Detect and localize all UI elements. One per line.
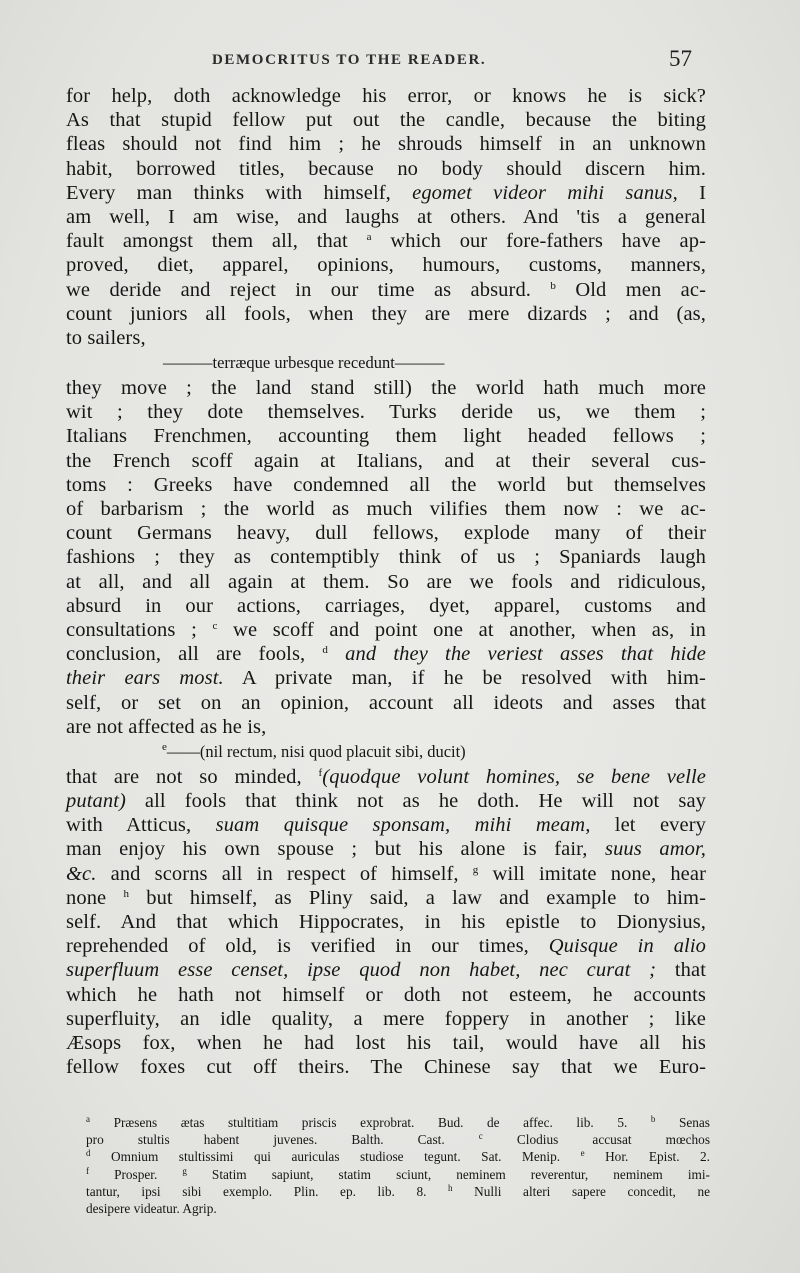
italic-text: (quodque volunt homines, se bene velle bbox=[322, 765, 706, 788]
text-run: Nulli alteri sapere concedit, ne bbox=[452, 1183, 710, 1199]
text-run: self. And that which Hippocrates, in his epistle to Dionysius, bbox=[66, 911, 706, 933]
body-text bbox=[66, 84, 706, 1079]
text-run: habit, borrowed titles, because no body should discern him. bbox=[66, 157, 706, 180]
text-line bbox=[66, 84, 706, 108]
footnote-marker: g bbox=[182, 1165, 187, 1176]
italic-text: suam quisque sponsam, mihi meam, bbox=[215, 814, 591, 837]
footnotes bbox=[86, 1114, 710, 1217]
text-run: they move ; the land stand still) the world hath much more bbox=[66, 377, 706, 400]
text-run: Every man thinks with himself, bbox=[66, 181, 413, 204]
text-line bbox=[66, 934, 706, 958]
text-run: none bbox=[66, 886, 124, 909]
footnote-marker: f bbox=[86, 1165, 89, 1176]
text-run: wit ; they dote themselves. Turks deride us, we them ; bbox=[66, 401, 706, 424]
text-line bbox=[66, 424, 706, 448]
footnote-marker: a bbox=[366, 231, 372, 244]
text-run: which he hath not himself or doth not esteem, he accounts bbox=[66, 983, 706, 1006]
text-run: As that stupid fellow put out the candle, because the biting bbox=[66, 109, 706, 132]
text-line bbox=[66, 400, 706, 424]
text-line bbox=[66, 691, 706, 715]
footnote-marker: c bbox=[212, 619, 218, 632]
text-run: fleas should not find him ; he shrouds himself in an unknown bbox=[66, 133, 706, 156]
text-run: fashions ; they as contemptibly think of us ; Spaniards laugh bbox=[66, 546, 706, 569]
text-line bbox=[66, 813, 706, 837]
text-line bbox=[66, 862, 706, 886]
text-line bbox=[66, 765, 706, 789]
text-line bbox=[66, 618, 706, 642]
text-run: am well, I am wise, and laughs at others. And 'tis a general bbox=[66, 205, 706, 228]
text-run: let every bbox=[590, 814, 706, 837]
footnote-marker: d bbox=[322, 644, 329, 657]
text-run: ——(nil rectum, nisi quod placuit sibi, ducit) bbox=[166, 741, 466, 761]
text-line bbox=[66, 1055, 706, 1079]
text-line bbox=[66, 715, 706, 739]
italic-text: &c. bbox=[66, 862, 97, 885]
text-line bbox=[66, 666, 706, 690]
footnote-marker: c bbox=[478, 1131, 483, 1142]
text-run: consultations ; bbox=[66, 618, 213, 641]
italic-text: suus amor, bbox=[605, 838, 706, 861]
text-line bbox=[66, 886, 706, 910]
text-run: Præsens ætas stultitiam priscis exprobrat. Bud. de affec. lib. 5. bbox=[90, 1115, 651, 1130]
text-line bbox=[66, 205, 706, 229]
text-line bbox=[66, 837, 706, 861]
page-header bbox=[62, 46, 692, 76]
text-run: Prosper. bbox=[89, 1166, 183, 1182]
text-run: Clodius accusat mœchos bbox=[482, 1132, 710, 1148]
footnote-line bbox=[86, 1166, 710, 1183]
footnote-marker: b bbox=[550, 279, 556, 292]
italic-text: their ears most. bbox=[66, 667, 224, 690]
text-run: all fools that think not as he doth. He will not say bbox=[125, 790, 706, 813]
footnote-line bbox=[86, 1131, 710, 1148]
text-line bbox=[66, 253, 706, 277]
text-run: count Germans heavy, dull fellows, explode many of their bbox=[66, 522, 706, 545]
text-line bbox=[66, 449, 706, 473]
text-run: but himself, as Pliny said, a law and example to him- bbox=[129, 886, 707, 909]
italic-text: putant) bbox=[66, 790, 126, 813]
text-run: for help, doth acknowledge his error, or knows he is sick? bbox=[66, 85, 706, 107]
footnote-marker: f bbox=[318, 766, 323, 779]
text-line bbox=[66, 521, 706, 545]
page-number: 57 bbox=[669, 46, 692, 71]
footnote-line bbox=[86, 1148, 710, 1165]
text-line bbox=[66, 983, 706, 1007]
text-run: proved, diet, apparel, opinions, humours, customs, manners, bbox=[66, 254, 706, 277]
text-run: count juniors all fools, when they are mere dizards ; and (as, bbox=[66, 302, 706, 325]
footnote-line bbox=[86, 1183, 710, 1200]
text-run: Æsops fox, when he had lost his tail, would have all his bbox=[66, 1031, 706, 1054]
text-run: of barbarism ; the world as much vilifies them now : we ac- bbox=[66, 498, 706, 520]
text-run: ———terræque urbesque recedunt——— bbox=[163, 353, 445, 373]
text-line bbox=[66, 376, 706, 400]
text-line bbox=[66, 594, 706, 618]
footnote-marker: a bbox=[86, 1114, 90, 1124]
text-run: toms : Greeks have condemned all the world but themselves bbox=[66, 473, 706, 496]
text-run: Statim sapiunt, statim sciunt, neminem reverentur, neminem imi- bbox=[186, 1166, 710, 1182]
verse-quotation bbox=[66, 350, 706, 376]
italic-text: and they the veriest asses that hide bbox=[328, 643, 707, 666]
footnote-marker: h bbox=[123, 887, 130, 900]
text-run: Omnium stultissimi qui auriculas studiose tegunt. Sat. Menip. bbox=[90, 1149, 581, 1165]
text-run: conclusion, all are fools, bbox=[66, 643, 323, 666]
text-run: tantur, ipsi sibi exemplo. Plin. ep. lib. 8. bbox=[86, 1183, 449, 1199]
running-title: DEMOCRITUS TO THE READER. bbox=[212, 52, 487, 68]
text-line bbox=[66, 910, 706, 934]
text-run: A private man, if he be resolved with him- bbox=[223, 667, 706, 690]
text-line bbox=[66, 545, 706, 569]
verse-quotation bbox=[66, 739, 706, 765]
text-line bbox=[66, 181, 706, 205]
text-line bbox=[66, 278, 706, 302]
text-line bbox=[66, 1007, 706, 1031]
text-run: absurd in our actions, carriages, dyet, apparel, customs and bbox=[66, 594, 706, 617]
text-line bbox=[66, 497, 706, 521]
footnote-line bbox=[86, 1114, 710, 1131]
text-run: will imitate none, hear bbox=[478, 862, 706, 885]
text-run: self, or set on an opinion, account all ideots and asses that bbox=[66, 691, 706, 714]
text-run: Italians Frenchmen, accounting them light headed fellows ; bbox=[66, 425, 706, 448]
text-line bbox=[66, 157, 706, 181]
text-run: superfluity, an idle quality, a mere foppery in another ; like bbox=[66, 1007, 706, 1030]
text-run: to sailers, bbox=[66, 326, 146, 349]
text-run: and scorns all in respect of himself, bbox=[96, 862, 473, 885]
text-run: fellow foxes cut off theirs. The Chinese say that we Euro- bbox=[66, 1056, 706, 1079]
footnote-marker: d bbox=[86, 1148, 91, 1159]
footnote-line bbox=[86, 1200, 710, 1217]
text-line bbox=[66, 108, 706, 132]
footnote-marker: g bbox=[472, 863, 479, 876]
text-line bbox=[66, 642, 706, 666]
italic-text: egomet videor mihi sanus, bbox=[412, 181, 678, 204]
italic-text: superfluum esse censet, ipse quod non habet, nec curat ; bbox=[66, 959, 657, 982]
italic-text: Quisque in alio bbox=[548, 935, 706, 958]
footnote-marker: e bbox=[580, 1148, 585, 1159]
text-run: that are not so minded, bbox=[66, 765, 319, 788]
text-line bbox=[66, 958, 706, 982]
text-run: Senas bbox=[655, 1115, 710, 1130]
text-run: with Atticus, bbox=[66, 814, 216, 837]
text-run: we scoff and point one at another, when as, in bbox=[217, 618, 707, 641]
text-line bbox=[66, 229, 706, 253]
text-run: Old men ac- bbox=[556, 278, 706, 301]
text-run: the French scoff again at Italians, and at their several cus- bbox=[66, 449, 706, 472]
text-run: pro stultis habent juvenes. Balth. Cast. bbox=[86, 1132, 479, 1148]
text-line bbox=[66, 1031, 706, 1055]
footnote-marker: e bbox=[162, 740, 167, 753]
text-run: reprehended of old, is verified in our times, bbox=[66, 935, 549, 958]
text-run: we deride and reject in our time as absurd. bbox=[66, 278, 551, 301]
text-run: are not affected as he is, bbox=[66, 715, 267, 738]
text-run: fault amongst them all, that bbox=[66, 230, 367, 253]
text-run: man enjoy his own spouse ; but his alone is fair, bbox=[66, 838, 605, 861]
text-run: Hor. Epist. 2. bbox=[584, 1149, 710, 1165]
text-line bbox=[66, 132, 706, 156]
text-run: which our fore-fathers have ap- bbox=[371, 230, 706, 253]
text-line bbox=[66, 570, 706, 594]
text-line bbox=[66, 326, 706, 350]
text-run: desipere videatur. Agrip. bbox=[86, 1200, 217, 1216]
footnote-marker: h bbox=[448, 1182, 453, 1193]
text-run: at all, and all again at them. So are we fools and ridiculous, bbox=[66, 570, 706, 593]
text-run: that bbox=[656, 959, 706, 982]
footnote-marker: b bbox=[650, 1114, 656, 1124]
text-line bbox=[66, 302, 706, 326]
text-line bbox=[66, 473, 706, 497]
text-run: I bbox=[677, 181, 706, 204]
text-line bbox=[66, 789, 706, 813]
